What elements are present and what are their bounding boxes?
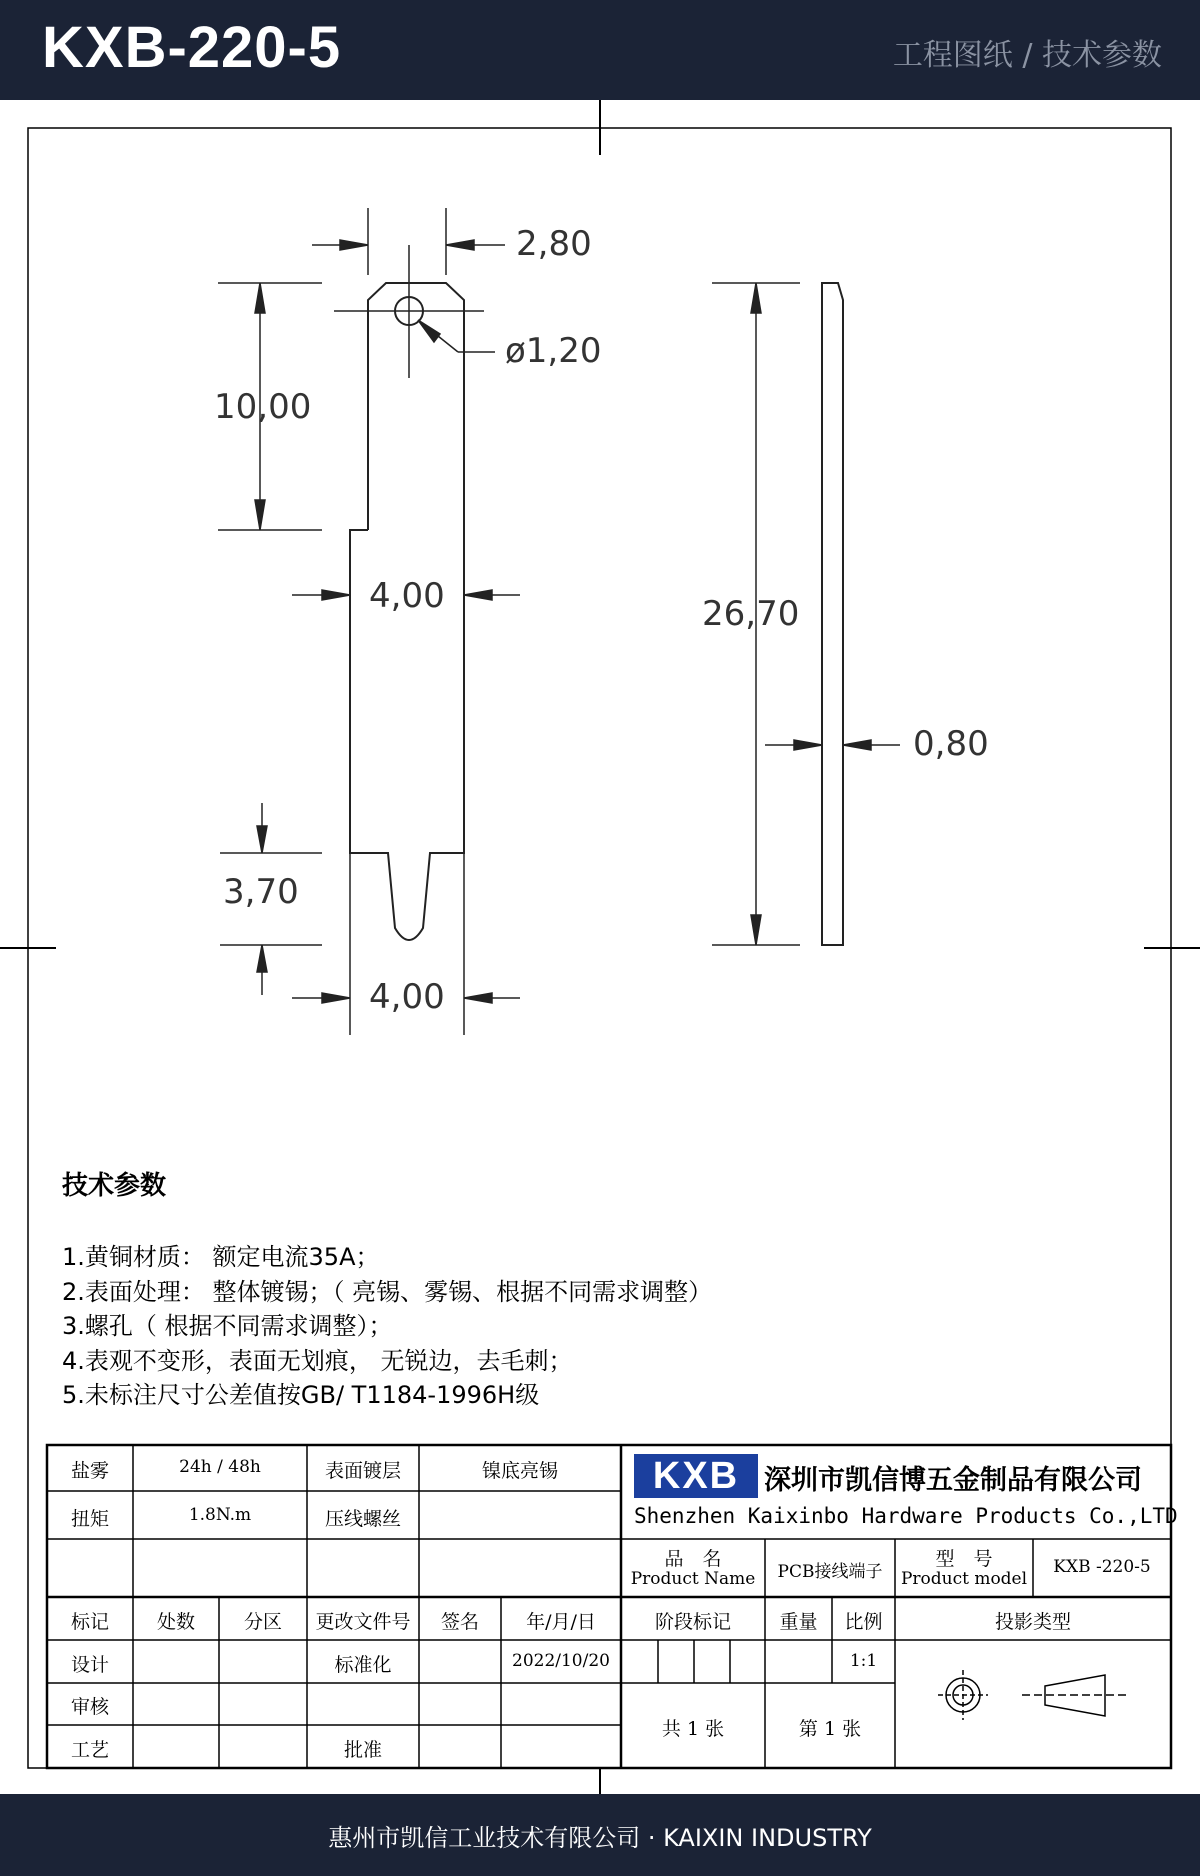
dim-thickness: 0,80 [913, 724, 989, 764]
terminal-shape [368, 283, 464, 530]
company-name-cn: 深圳市凯信博五金制品有限公司 [764, 1465, 1142, 1496]
design-label: 设计 [70, 1654, 109, 1676]
process-label: 工艺 [70, 1739, 109, 1761]
terminal-front-view [368, 283, 464, 531]
model-label-en: Product model [900, 1569, 1028, 1589]
product-name-value: PCB接线端子 [777, 1562, 883, 1582]
plating-value: 镍底亮锡 [481, 1460, 558, 1482]
salt-spray-value: 24h / 48h [179, 1457, 261, 1477]
standard-label: 标准化 [334, 1654, 392, 1676]
tech-item: 2.表面处理： 整体镀锡；（ 亮锡、雾锡、根据不同需求调整） [62, 1277, 713, 1306]
date-label: 年/月/日 [526, 1611, 596, 1633]
dim-body-width: 4,00 [369, 576, 445, 616]
company-logo [634, 1454, 758, 1498]
dim-tail-length: 3,70 [223, 872, 299, 912]
dim-top-width: 2,80 [516, 224, 592, 264]
tech-params-heading: 技术参数 [62, 1171, 167, 1201]
total-sheets: 共 1 张 [661, 1718, 725, 1740]
plating-label: 表面镀层 [324, 1460, 401, 1482]
tech-item: 1.黄铜材质： 额定电流35A； [62, 1243, 380, 1271]
model-value: KXB -220-5 [1053, 1557, 1151, 1577]
tech-item: 5.未标注尺寸公差值按GB/ T1184-1996H级 [62, 1381, 540, 1409]
footer-text: 惠州市凯信工业技术有限公司 · KAIXIN INDUSTRY [328, 1824, 872, 1852]
torque-label: 扭矩 [70, 1508, 109, 1530]
date-value: 2022/10/20 [512, 1651, 610, 1671]
weight-label: 重量 [779, 1611, 818, 1633]
footer-bar [0, 1794, 1200, 1876]
torque-value: 1.8N.m [188, 1505, 252, 1525]
terminal-side-view [822, 283, 843, 945]
ratio-label: 比例 [844, 1611, 883, 1633]
stage-label: 阶段标记 [654, 1611, 731, 1633]
count-label: 处数 [156, 1611, 195, 1633]
sheet-number: 第 1 张 [798, 1718, 862, 1740]
product-model-title: KXB-220-5 [42, 15, 342, 80]
logo-text: KXB [652, 1455, 740, 1497]
tech-params [62, 1165, 712, 1413]
salt-spray-label: 盐雾 [70, 1460, 109, 1482]
model-label: 型 号 [935, 1548, 993, 1570]
product-name-label: 品 名 [664, 1548, 722, 1570]
change-doc-label: 更改文件号 [315, 1611, 411, 1633]
dim-head-length: 10,00 [214, 387, 312, 427]
projection-symbol [938, 1670, 1130, 1720]
dim-tail-width: 4,00 [369, 977, 445, 1017]
projection-label: 投影类型 [994, 1611, 1071, 1633]
ratio-value: 1:1 [849, 1651, 878, 1671]
zone-label: 分区 [243, 1611, 282, 1633]
header-subtitle: 工程图纸 / 技术参数 [892, 38, 1162, 73]
sign-label: 签名 [440, 1611, 479, 1633]
review-label: 审核 [70, 1696, 109, 1718]
company-name-en: Shenzhen Kaixinbo Hardware Products Co.,LTD [634, 1504, 1178, 1528]
tech-item: 4.表观不变形，表面无划痕， 无锐边，去毛刺； [62, 1346, 573, 1375]
dim-hole-diameter: ø1,20 [505, 331, 602, 371]
dim-total-length: 26,70 [702, 594, 800, 634]
screw-label: 压线螺丝 [324, 1508, 401, 1530]
terminal-body [368, 283, 464, 530]
mark-label: 标记 [70, 1611, 109, 1633]
approve-label: 批准 [343, 1739, 382, 1761]
product-name-label-en: Product Name [630, 1569, 756, 1589]
tech-item: 3.螺孔（ 根据不同需求调整）； [62, 1312, 393, 1340]
